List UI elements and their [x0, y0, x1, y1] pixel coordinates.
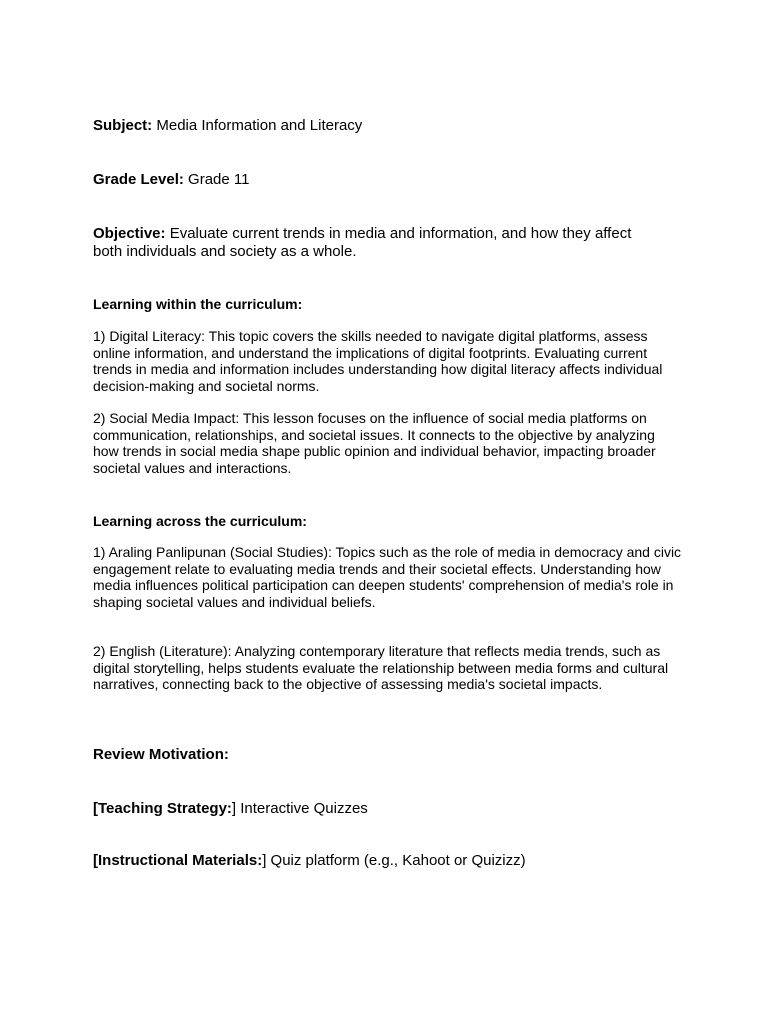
across-item-1: 1) Araling Panlipunan (Social Studies): Topics such as the role of media in democracy and civic engagement relate to evaluating media trends and their societal effects. Understanding how media influences political participation can deepen students' comprehension of media's role in shaping societal values and individual beliefs.: [93, 544, 682, 610]
grade-level-value: Grade 11: [183, 171, 250, 188]
within-curriculum-heading: Learning within the curriculum:: [93, 296, 303, 312]
grade-level-line: [93, 171, 683, 189]
grade-level-label: Grade Level:: [93, 171, 184, 188]
subject-value: Media Information and Literacy: [152, 117, 363, 134]
objective-paragraph: [93, 225, 663, 261]
subject-label: Subject:: [93, 117, 153, 134]
objective-label: Objective:: [93, 225, 166, 242]
instructional-materials-value: ] Quiz platform (e.g., Kahoot or Quizizz): [262, 852, 526, 869]
review-motivation-heading: Review Motivation:: [93, 746, 229, 763]
across-curriculum-heading: Learning across the curriculum:: [93, 513, 307, 529]
subject-line: [93, 117, 683, 135]
instructional-materials-label: [Instructional Materials:: [93, 852, 263, 869]
within-item-2: 2) Social Media Impact: This lesson focuses on the influence of social media platforms on communication, relationships, and societal issues. It connects to the objective by analyzing how trends in social media shape public opinion and individual behavior, impacting broader societal values and interactions.: [93, 410, 656, 476]
teaching-strategy-value: ] Interactive Quizzes: [231, 800, 368, 817]
teaching-strategy-label: [Teaching Strategy:: [93, 800, 232, 817]
within-item-1: 1) Digital Literacy: This topic covers the skills needed to navigate digital platforms, assess online information, and understand the implications of digital footprints. Evaluating current trends in media and information includes understanding how digital literacy affects individual decision-making and societal norms.: [93, 328, 663, 394]
objective-value: Evaluate current trends in media and information, and how they affect both individuals and society as a whole.: [93, 225, 632, 260]
across-item-2: 2) English (Literature): Analyzing contemporary literature that reflects media trends, such as digital storytelling, helps students evaluate the relationship between media forms and cultural narratives, connecting back to the objective of assessing media's societal impacts.: [93, 643, 669, 693]
teaching-strategy-line: [93, 800, 683, 818]
instructional-materials-line: [93, 852, 683, 870]
